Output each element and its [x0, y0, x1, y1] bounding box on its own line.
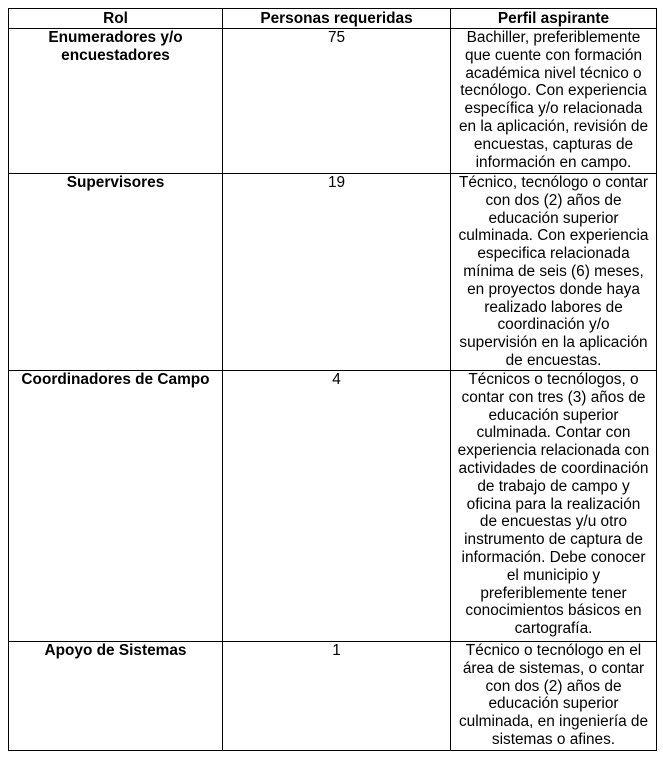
count-cell: 19	[223, 174, 451, 371]
role-cell: Enumeradores y/o encuestadores	[9, 29, 223, 174]
count-cell: 1	[223, 642, 451, 751]
table-row	[9, 642, 657, 751]
staffing-table	[8, 8, 657, 751]
table-row	[9, 371, 657, 642]
header-personas: Personas requeridas	[223, 9, 451, 29]
profile-cell: Técnico o tecnólogo en el área de sistemas, o contar con dos (2) años de educación superior culminada, en ingeniería de sistemas o afines.	[451, 642, 657, 751]
role-cell: Supervisores	[9, 174, 223, 371]
role-cell: Apoyo de Sistemas	[9, 642, 223, 751]
profile-cell: Bachiller, preferiblemente que cuente con formación académica nivel técnico o tecnólogo. Con experiencia específica y/o relacionada en la aplicación, revisión de encuestas, capturas de información en campo.	[451, 29, 657, 174]
header-perfil: Perfil aspirante	[451, 9, 657, 29]
profile-cell: Técnicos o tecnólogos, o contar con tres (3) años de educación superior culminada. Contar con experiencia relacionada con actividades de coordinación de trabajo de campo y oficina para la realización de encuestas y/u otro instrumento de captura de información. Debe conocer el municipio y preferiblemente tener conocimientos básicos en cartografía.	[451, 371, 657, 642]
table-row	[9, 29, 657, 174]
role-cell: Coordinadores de Campo	[9, 371, 223, 642]
table-row	[9, 174, 657, 371]
count-cell: 4	[223, 371, 451, 642]
profile-cell: Técnico, tecnólogo o contar con dos (2) años de educación superior culminada. Con experiencia especifica relacionada mínima de seis (6) meses, en proyectos donde haya realizado labores de coordinación y/o supervisión en la aplicación de encuestas.	[451, 174, 657, 371]
count-cell: 75	[223, 29, 451, 174]
header-row	[9, 9, 657, 29]
header-rol: Rol	[9, 9, 223, 29]
